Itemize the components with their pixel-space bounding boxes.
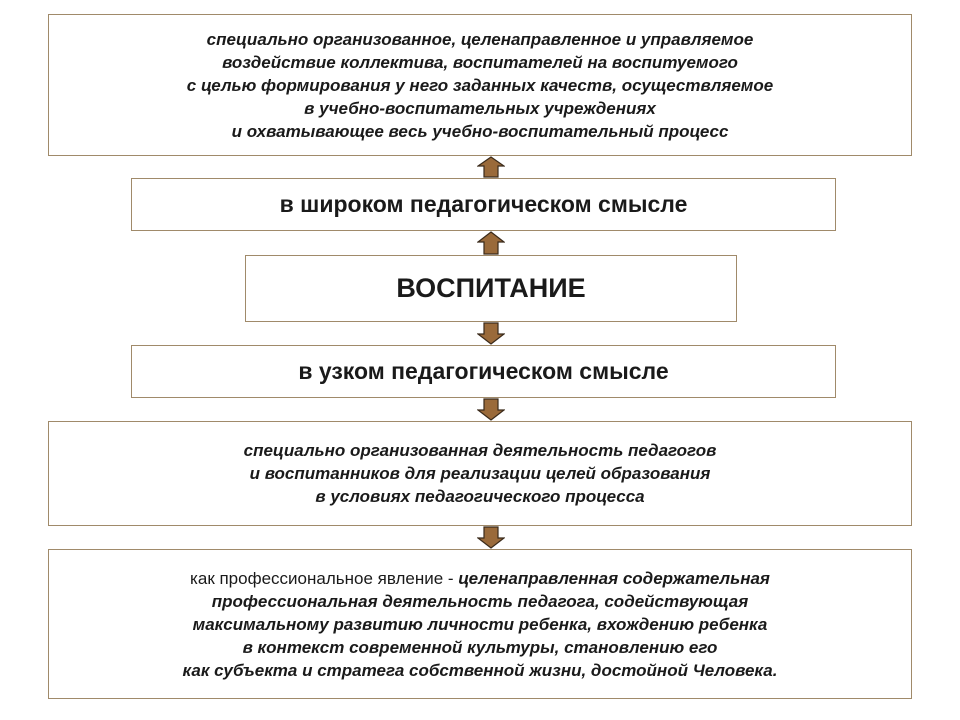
broad-definition-line: с целью формирования у него заданных качеств, осуществляемое [186,75,774,95]
professional-definition-line: целенаправленная содержательная [458,568,770,588]
professional-definition-line: как субъекта и стратега собственной жизни, достойной Человека. [182,660,778,680]
narrow-definition-line: в условиях педагогического процесса [315,487,645,506]
narrow-definition-line: и воспитанников для реализации целей образования [249,464,711,483]
professional-definition-line: в контекст современной культуры, становлению его [242,637,718,657]
broad-sense-label: в широком педагогическом смысле [279,191,688,217]
arrow-down-icon [477,398,505,421]
narrow-definition-line: специально организованная деятельность педагогов [243,441,717,460]
professional-definition-first-line [190,567,770,590]
arrow-down-icon [477,526,505,549]
title-label: ВОСПИТАНИЕ [396,273,586,303]
professional-prefix: как профессиональное явление - [190,568,459,588]
professional-definition-line: профессиональная деятельность педагога, содействующая [211,591,749,611]
broad-definition-line: воздействие коллектива, воспитателей на воспитуемого [222,52,738,72]
professional-definition-box [48,549,912,699]
arrow-up-icon [477,231,505,255]
narrow-sense-box [131,345,836,398]
broad-sense-box [131,178,836,231]
arrow-down-icon [477,322,505,345]
title-box [245,255,737,322]
broad-definition-line: и охватывающее весь учебно-воспитательный процесс [231,121,729,141]
broad-definition-line: специально организованное, целенаправленное и управляемое [206,29,754,49]
broad-definition-line: в учебно-воспитательных учреждениях [304,98,656,118]
arrow-up-icon [477,156,505,178]
narrow-sense-label: в узком педагогическом смысле [298,358,669,384]
narrow-definition-box [48,421,912,526]
broad-definition-box [48,14,912,156]
professional-definition-line: максимальному развитию личности ребенка, вхождению ребенка [192,614,768,634]
